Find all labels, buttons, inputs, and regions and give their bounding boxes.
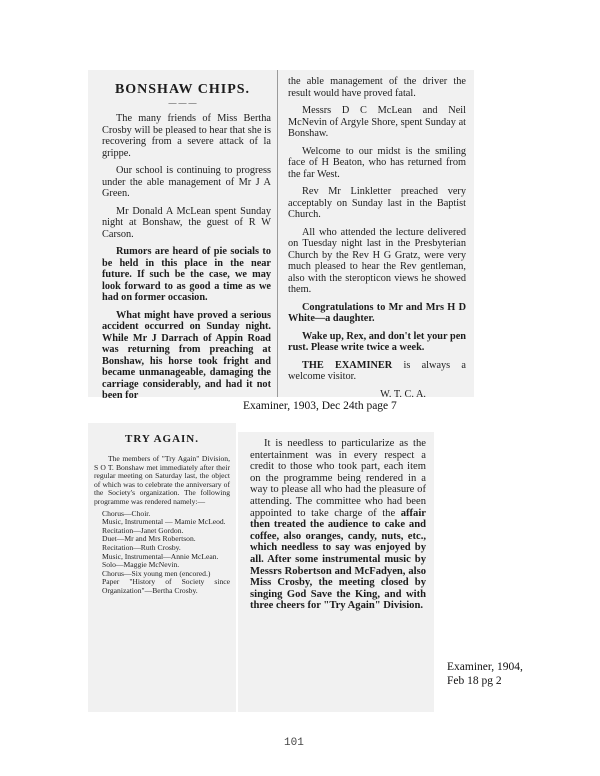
signature: W. T. C. A. [380,388,426,400]
bonshaw-col1-text [88,111,277,402]
source-caption-1903 [243,400,397,412]
news-item: Mr Donald A McLean spent Sunday night at Bonshaw, the guest of R W Carson. [102,205,271,240]
program-item: Recitation—Janet Gordon. [102,525,184,535]
try-again-col3-text [88,455,236,596]
news-item: Messrs D C McLean and Neil McNevin of Argyle Shore, spent Sunday at Bonshaw. [288,105,466,139]
program-item: Duet—Mr and Mrs Robertson. [102,534,196,544]
caption-line: Examiner, 1904, [447,661,523,673]
program-item: Solo—Maggie McNevin. [102,560,180,570]
caption-text: Examiner, 1903, Dec 24th page 7 [243,400,397,412]
try-again-clipping-left [88,423,236,712]
examiner-note-rest: is always a welcome visitor. [288,359,466,382]
examiner-note [288,360,466,383]
news-item: All who attended the lecture delivered on Tuesday night last in the Presbyterian Church by the Rev H G Gratz, were very much pleased to hear the Rev gentleman, also with the steropticon views he showed them. [288,226,466,295]
news-item: Rev Mr Linkletter preached very acceptably on Sunday last in the Baptist Church. [288,186,466,220]
source-caption-1904 [447,660,523,688]
program-item: Paper "History of Society since Organization"—Bertha Crosby. [102,577,230,595]
news-item: Our school is continuing to progress under the able management of Mr J A Green. [102,165,271,199]
bonshaw-chips-clipping-left [88,70,277,401]
try-again-intro: The members of "Try Again" Division, S O T. Bonshaw met immediately after their regular meeting on Saturday last, the object of which was to celebrate the anniversary of the Society's organization. The following programme was rendered namely:— [94,454,230,506]
news-item: Congratulations to Mr and Mrs H D White—a daughter. [288,301,466,324]
program-item: Music, Instrumental — Mamie McLeod. [102,517,226,527]
news-item: The many friends of Miss Bertha Crosby will be pleased to hear that she is recovering from a severe attack of la grippe. [102,113,271,159]
try-again-col4-text [238,432,434,612]
news-item: Wake up, Rex, and don't let your pen rust. Please write twice a week. [288,330,466,353]
bonshaw-chips-headline: BONSHAW CHIPS. [114,82,251,97]
news-item: What might have proved a serious accident occurred on Sunday night. While Mr J Darrach of Appin Road was returning from preaching at Bonshaw, his horse took fright and became unmanageable, damaging the carriage considerably, and had it not been for [102,309,271,401]
headline-rule: — — — [168,98,197,107]
program-item: Recitation—Ruth Crosby. [102,542,181,552]
program-item: Chorus—Choir. [102,508,151,518]
examiner-name: THE EXAMINER [302,359,393,371]
try-again-clipping-right [238,432,434,712]
news-item: Rumors are heard of pie socials to be held in this place in the near future. If such be the case, we may look forward to as good a time as we had on former occasion. [102,246,271,303]
news-item: Welcome to our midst is the smiling face of H Beaton, who has returned from the far West. [288,145,466,180]
bonshaw-chips-clipping-right [277,70,474,400]
page-number: 101 [284,737,304,749]
continuation-bold: affair then treated the audience to cake and coffee, also oranges, candy, nuts, etc., which needless to say was enjoyed by all. After some instrumental music by Messrs Robertson and McFadyen, also Miss Crosby, the meeting closed by singing God Save the King, and with three cheers for "Try Again" Division. [250,507,426,612]
program-item: Music, Instrumental—Annie McLean. [102,551,219,561]
bonshaw-col2-text [278,70,474,400]
news-item: the able management of the driver the result would have proved fatal. [288,76,466,99]
caption-line: Feb 18 pg 2 [447,675,502,687]
continuation-light: It is needless to particularize as the entertainment was in every respect a credit to those who took part, each item on the programme being rendered in a way to please all who had the pleasure of attending. The committee who had been appointed to take charge of the [250,438,426,519]
program-item: Chorus—Six young men (encored.) [102,568,211,578]
try-again-headline: TRY AGAIN. [125,433,199,445]
try-again-continuation [250,438,426,612]
